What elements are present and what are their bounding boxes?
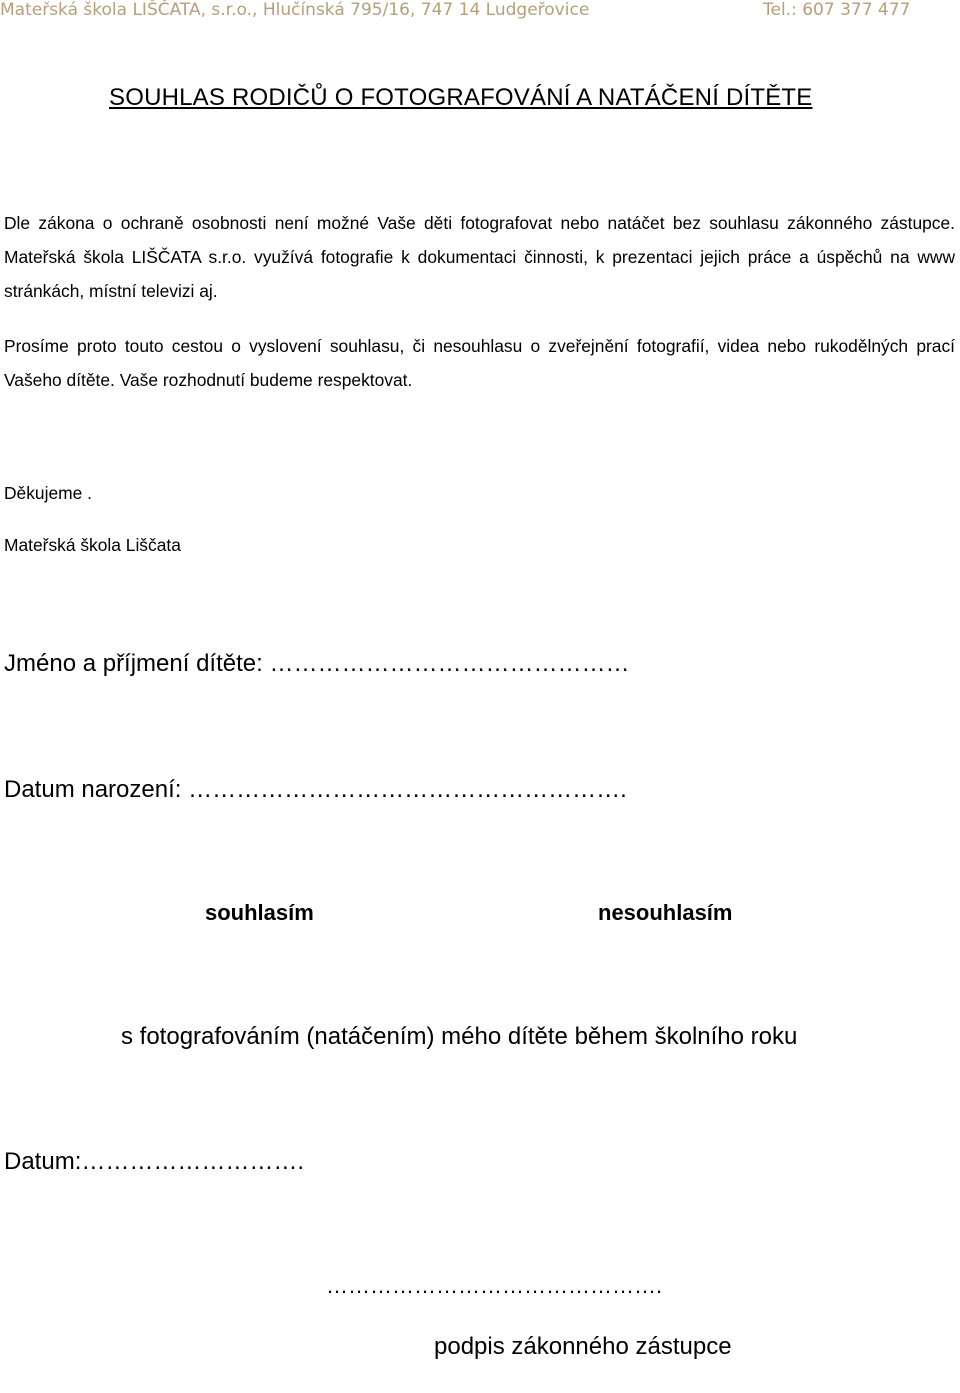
- header-phone: Tel.: 607 377 477: [763, 0, 911, 20]
- consent-statement: s fotografováním (natáčením) mého dítěte během školního roku: [121, 1023, 798, 1050]
- disagree-option: nesouhlasím: [598, 900, 733, 925]
- school-signature: Mateřská škola Liščata: [4, 535, 181, 555]
- header-school-address: Mateřská škola LIŠČATA, s.r.o., Hlučínská 795/16, 747 14 Ludgeřovice: [0, 0, 590, 20]
- birth-date-field: Datum narození: ……………………………………………….: [4, 776, 627, 803]
- signature-label: podpis zákonného zástupce: [434, 1333, 732, 1360]
- thanks-text: Děkujeme .: [4, 483, 92, 503]
- document-title: SOUHLAS RODIČŮ O FOTOGRAFOVÁNÍ A NATÁČENÍ DÍTĚTE: [109, 84, 813, 111]
- child-name-field: Jméno a příjmení dítěte: ………………………………………: [4, 650, 630, 677]
- paragraph-request: Prosíme proto touto cestou o vyslovení souhlasu, či nesouhlasu o zveřejnění fotografií, videa nebo rukodělných prací Vašeho dítěte. Vaše rozhodnutí budeme respektovat.: [4, 336, 955, 390]
- paragraph-consent-law: Dle zákona o ochraně osobnosti není možné Vaše děti fotografovat nebo natáčet bez souhlasu zákonného zástupce. Mateřská škola LIŠČATA s.r.o. využívá fotografie k dokumentaci činnosti, k prezentaci jejich práce a úspěchů na www stránkách, místní televizi aj.: [4, 213, 955, 301]
- agree-option: souhlasím: [205, 900, 314, 925]
- date-field: Datum:……………………….: [4, 1148, 305, 1175]
- signature-line: ……………………………………….: [326, 1273, 663, 1298]
